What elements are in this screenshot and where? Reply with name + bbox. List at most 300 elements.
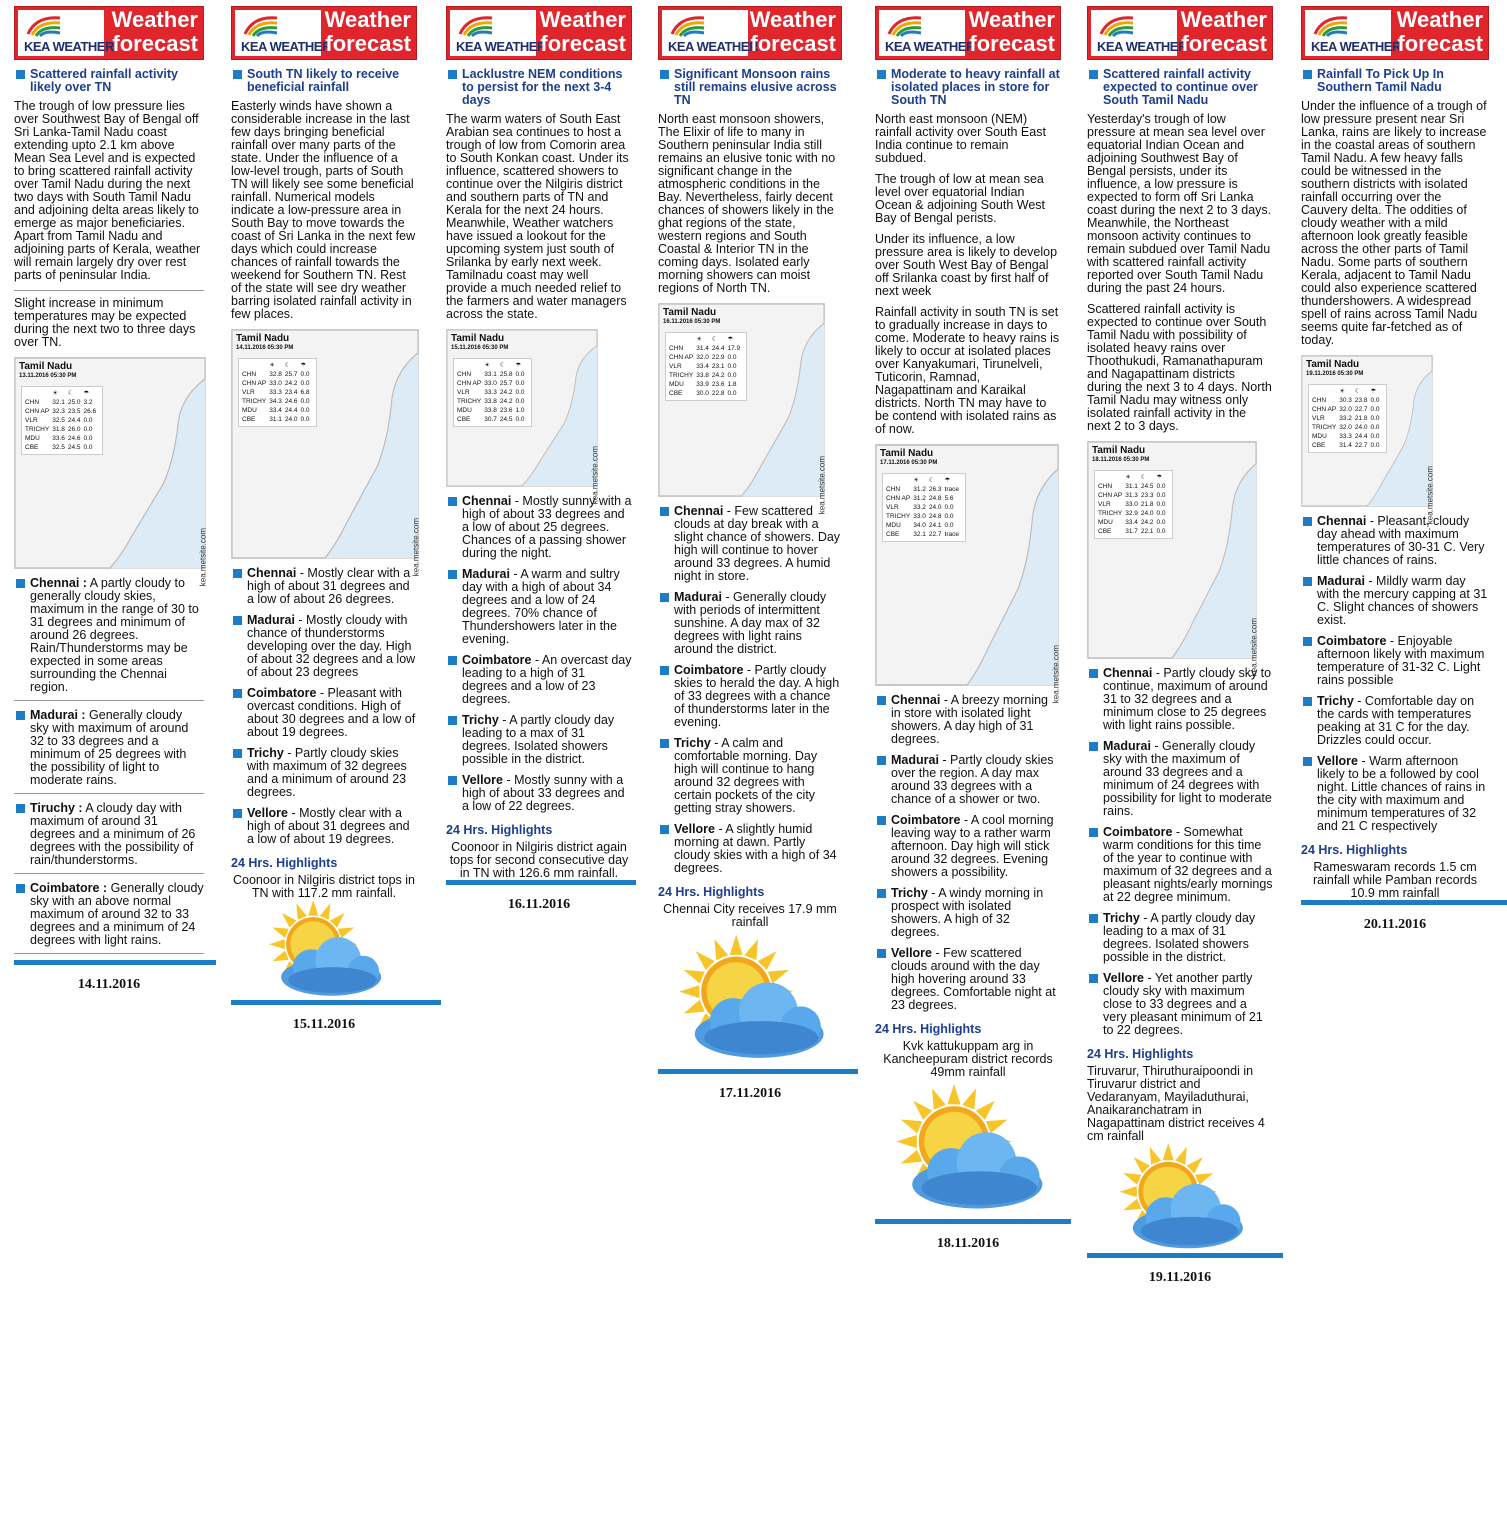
headline: South TN likely to receive beneficial rainfall — [231, 68, 417, 94]
blank-cell — [669, 335, 696, 344]
divider — [14, 290, 204, 291]
obs-row — [669, 362, 743, 371]
rainbow-logo-icon — [887, 14, 923, 36]
obs-value: 31.8 — [52, 426, 65, 433]
obs-row — [457, 388, 528, 397]
obs-value: 0.0 — [83, 435, 93, 442]
obs-row — [1312, 441, 1383, 450]
brand-name: KEA WEATHER — [1097, 39, 1187, 54]
city-name: Coimbatore : — [30, 881, 108, 895]
obs-value: 0.0 — [300, 416, 310, 423]
map-credit: kea.metsite.com — [1051, 645, 1060, 704]
obs-value: 24.0 — [1354, 424, 1368, 431]
kea-weather-logo — [879, 10, 975, 56]
city-forecast — [1087, 740, 1273, 818]
city-name: Madurai — [1317, 574, 1365, 588]
banner-title-forecast: forecast — [325, 31, 411, 56]
date-bar — [14, 960, 216, 965]
sun-behind-cloud-icon — [658, 929, 842, 1069]
brand-name: KEA WEATHER — [456, 39, 546, 54]
obs-table — [886, 476, 962, 539]
obs-value: 33.3 — [1339, 433, 1352, 440]
obs-row — [1098, 509, 1169, 518]
obs-row — [886, 512, 962, 521]
obs-value: 32.5 — [52, 444, 65, 451]
city-name: Chennai — [674, 504, 724, 518]
station-code: VLR — [886, 504, 899, 511]
city-text: - A partly cloudy day leading to a max of 31 degrees. Isolated showers possible in the district. — [1103, 911, 1256, 964]
station-code: CBE — [886, 531, 900, 538]
brand-name: KEA WEATHER — [885, 39, 975, 54]
highlights-text: Coonoor in Nilgiris district tops in TN with 117.2 mm rainfall. — [232, 873, 415, 900]
obs-value: 33.4 — [1125, 519, 1138, 526]
obs-value: 0.0 — [515, 380, 525, 387]
city-forecast — [1301, 575, 1489, 627]
city-text: - A warm and sultry day with a high of about 34 degrees and a low of 24 degrees. 70% chance of Thundershowers later in the evening. — [462, 567, 620, 646]
city-forecast — [14, 882, 204, 947]
obs-table — [242, 361, 313, 424]
sun-cloud-icon — [875, 1079, 1061, 1219]
obs-value: 0.0 — [300, 371, 310, 378]
station-code: MDU — [886, 522, 901, 529]
obs-value: trace — [944, 531, 959, 538]
banner-title-weather: Weather — [1396, 7, 1483, 32]
obs-value: 30.0 — [696, 390, 709, 397]
station-code: MDU — [457, 407, 472, 414]
body-paragraph: Easterly winds have shown a considerable increase in the last few days bringing beneficial rainfall over many parts of the state. Under the influence of a low-level trough, parts of South TN will likely see some beneficial rainfall. Numerical models indicate a low-pressure area in South Bay to move towards the coast of Sri Lanka in the next few days which could increase chances of rainfall towards the weekend for Southern TN. Rest of the state will see dry weather barring isolated rainfall activity in few places. — [231, 99, 416, 321]
city-text: - Generally cloudy with periods of intermittent sunshine. A day max of 32 degrees with light rains around the district. — [674, 590, 827, 656]
obs-value: 23.4 — [284, 389, 298, 396]
date-bar — [875, 1219, 1071, 1224]
banner-title-forecast: forecast — [750, 31, 836, 56]
station-code: MDU — [1312, 433, 1327, 440]
city-text: - A partly cloudy day leading to a max of 31 degrees. Isolated showers possible in the district. — [462, 713, 615, 766]
city-name: Chennai — [462, 494, 512, 508]
city-forecast — [1301, 635, 1489, 687]
city-text: - A calm and comfortable morning. Day high will continue to hang around 32 degrees with certain pockets of the city getting stray showers. — [674, 736, 818, 815]
body-paragraph: Yesterday's trough of low pressure at mean sea level over equatorial Indian Ocean and adjoining Southwest Bay of Bengal persists, under its influence, a low pressure is expected to form off Sri Lanka coast during the next 2 to 3 days. Meanwhile, the Northeast monsoon activity continues to remain subdued over Tamil Nadu with scattered rainfall activity reported over South Tamil Nadu during the past 24 hours. — [1087, 112, 1272, 295]
obs-row — [457, 397, 528, 406]
obs-value: 0.0 — [727, 372, 737, 379]
obs-value: 22.7 — [928, 531, 942, 538]
sun-cloud-icon — [1087, 1143, 1273, 1253]
kea-weather-logo — [1091, 10, 1187, 56]
obs-value: 32.9 — [1125, 510, 1138, 517]
obs-value: 22.1 — [1140, 528, 1154, 535]
obs-value: 0.0 — [1370, 424, 1380, 431]
obs-value: 22.9 — [711, 354, 725, 361]
city-text: - Few scattered clouds at day break with a slight chance of showers. Day high will continue to hover around 33 degrees. A humid night in store. — [674, 504, 841, 583]
city-text: - Partly cloudy skies to herald the day. A high of 33 degrees with a chance of thunderstorms later in the evening. — [674, 663, 840, 729]
obs-value: 33.4 — [696, 363, 709, 370]
obs-value: 24.5 — [67, 444, 81, 451]
obs-value: 33.8 — [696, 372, 709, 379]
city-forecast — [658, 737, 842, 815]
moon-icon: ☾ — [1140, 474, 1147, 481]
sun-icon: ☀ — [913, 477, 920, 484]
forecast-column — [446, 6, 632, 913]
obs-value: 0.0 — [727, 354, 737, 361]
map-credit: kea.metsite.com — [817, 456, 826, 515]
station-code: CHN AP — [1312, 406, 1337, 413]
date-bar — [1087, 1253, 1283, 1258]
obs-value: 24.4 — [1354, 433, 1368, 440]
obs-value: 24.2 — [499, 398, 513, 405]
city-name: Trichy — [462, 713, 499, 727]
city-text: - Enjoyable afternoon likely with maximum temperature of 31-32 C. Light rains possible — [1317, 634, 1485, 687]
obs-row — [886, 485, 962, 494]
rain-icon: ☂ — [515, 362, 522, 369]
kea-weather-logo — [1305, 10, 1401, 56]
city-text: - Partly cloudy skies over the region. A day max around 33 degrees with a chance of a shower or two. — [891, 753, 1054, 806]
station-code: TRICHY — [25, 426, 50, 433]
city-name: Trichy — [247, 746, 284, 760]
rain-icon: ☂ — [944, 477, 951, 484]
banner-title-weather: Weather — [324, 7, 411, 32]
station-code: TRICHY — [1312, 424, 1337, 431]
obs-row — [25, 407, 99, 416]
obs-value: 32.1 — [52, 399, 65, 406]
obs-value: 31.2 — [913, 495, 926, 502]
obs-value: 23.6 — [499, 407, 513, 414]
brand-banner — [1087, 6, 1273, 60]
moon-icon: ☾ — [928, 477, 935, 484]
obs-value: 33.8 — [484, 407, 497, 414]
obs-value: 31.4 — [696, 345, 709, 352]
obs-value: 1.0 — [515, 407, 525, 414]
obs-value: 30.7 — [484, 416, 497, 423]
obs-value: 31.1 — [269, 416, 282, 423]
obs-value: 33.1 — [484, 371, 497, 378]
highlights-text: Kvk kattukuppam arg in Kancheepuram district records 49mm rainfall — [883, 1039, 1053, 1079]
station-code: TRICHY — [457, 398, 482, 405]
obs-header-row — [242, 361, 313, 370]
issue-date: 20.11.2016 — [1363, 917, 1427, 932]
obs-value: 34.3 — [269, 398, 282, 405]
headline: Moderate to heavy rainfall at isolated places in store for South TN — [875, 68, 1061, 107]
station-code: CHN — [886, 486, 901, 493]
city-text: - An overcast day leading to a high of 31 degrees and a low of 23 degrees. — [462, 653, 632, 706]
map-timestamp: 17.11.2016 05:30 PM — [880, 460, 938, 466]
map-title: Tamil Nadu — [1092, 445, 1146, 456]
forecast-column — [1087, 6, 1273, 1286]
obs-row — [1312, 405, 1383, 414]
banner-title-forecast: forecast — [1181, 31, 1267, 56]
brand-name: KEA WEATHER — [668, 39, 758, 54]
station-code: CBE — [1098, 528, 1112, 535]
banner-title-weather: Weather — [539, 7, 626, 32]
city-text: - Warm afternoon likely to be a followed by cool night. Little chances of rains in the city with maximum and minimum temperatures of 32 and 21 C respectively — [1317, 754, 1486, 833]
date-bar — [658, 1069, 858, 1074]
forecast-column — [14, 6, 207, 993]
city-text: Generally cloudy sky with an above normal maximum of around 32 to 33 degrees and a minimum of 24 degrees with light rains. — [30, 881, 204, 947]
banner-title-weather: Weather — [1180, 7, 1267, 32]
obs-value: 0.0 — [1370, 415, 1380, 422]
body-paragraph: Under the influence of a trough of low pressure present near Sri Lanka, rains are likely to increase in the coastal areas of southern Tamil Nadu. A few heavy falls could be witnessed in the southern districts with isolated rainfall occurring over the Cauvery delta. The oddities of cloudy weather with a mild afternoon look greatly feasible across the other parts of Tamil Nadu. Some parts of southern Kerala, adjacent to Tamil Nadu could also experience scattered thundershowers. A widespread spell of rains across Tamil Nadu seems quite far-fetched as of today. — [1301, 99, 1487, 347]
obs-row — [242, 379, 313, 388]
city-forecast — [231, 614, 417, 679]
city-name: Trichy — [1317, 694, 1354, 708]
sun-icon: ☀ — [484, 362, 491, 369]
obs-value: 31.4 — [1339, 442, 1352, 449]
obs-value: 0.0 — [515, 371, 525, 378]
blank-cell — [457, 361, 484, 370]
city-name: Madurai — [247, 613, 295, 627]
obs-value: 0.0 — [944, 522, 954, 529]
obs-value: 0.0 — [1370, 397, 1380, 404]
headline: Scattered rainfall activity likely over TN — [14, 68, 204, 94]
obs-value: 24.2 — [1140, 519, 1154, 526]
obs-value: 0.0 — [300, 407, 310, 414]
body-paragraph: North east monsoon showers, The Elixir of life to many in Southern peninsular India still remains an elusive tonic with no significant change in the atmospheric conditions in the Bay. Nevertheless, fairly decent chances of showers likely in the ghat regions of the state, western regions and South Coastal & Interior TN in the coming days. Isolated early morning showers can moist regions of North TN. — [658, 112, 836, 295]
kea-weather-logo — [450, 10, 546, 56]
obs-header-row — [1098, 473, 1169, 482]
station-code: CHN — [669, 345, 684, 352]
city-forecast — [14, 709, 204, 787]
highlights-label: 24 Hrs. Highlights — [875, 1022, 982, 1036]
moon-icon: ☾ — [499, 362, 506, 369]
obs-row — [242, 397, 313, 406]
highlights-text: Chennai City receives 17.9 mm rainfall — [663, 902, 837, 929]
obs-value: 0.0 — [1156, 501, 1166, 508]
obs-row — [1098, 491, 1169, 500]
station-code: CBE — [457, 416, 471, 423]
obs-value: 26.6 — [83, 408, 97, 415]
station-code: CHN AP — [886, 495, 911, 502]
station-code: MDU — [25, 435, 40, 442]
date-bar — [1301, 900, 1507, 905]
obs-value: 32.0 — [1339, 424, 1352, 431]
station-code: MDU — [669, 381, 684, 388]
issue-date: 19.11.2016 — [1148, 1270, 1212, 1285]
city-forecast — [875, 694, 1061, 746]
map-timestamp: 19.11.2016 05:30 PM — [1306, 371, 1364, 377]
city-forecast — [1301, 515, 1489, 567]
obs-value: 24.8 — [928, 513, 942, 520]
city-name: Vellore — [674, 822, 715, 836]
obs-value: 24.2 — [284, 380, 298, 387]
map-title: Tamil Nadu — [451, 333, 505, 344]
obs-table — [457, 361, 528, 424]
city-forecast — [14, 802, 204, 867]
kea-weather-logo — [662, 10, 758, 56]
city-name: Trichy — [674, 736, 711, 750]
obs-value: 21.8 — [1354, 415, 1368, 422]
obs-value: 23.3 — [1140, 492, 1154, 499]
obs-value: 0.0 — [1156, 519, 1166, 526]
city-forecast — [446, 568, 632, 646]
obs-value: 33.6 — [52, 435, 65, 442]
city-forecast — [446, 714, 632, 766]
sun-icon: ☀ — [269, 362, 276, 369]
forecast-column — [658, 6, 842, 1102]
station-code: CHN AP — [1098, 492, 1123, 499]
station-code: CHN — [1312, 397, 1327, 404]
obs-row — [1312, 432, 1383, 441]
obs-value: trace — [944, 486, 959, 493]
forecast-column — [1301, 6, 1489, 933]
city-text: - Partly cloudy skies with maximum of 32 degrees and a minimum of around 23 degrees. — [247, 746, 407, 799]
obs-value: 0.0 — [300, 398, 310, 405]
map-title: Tamil Nadu — [236, 333, 290, 344]
obs-value: 24.4 — [284, 407, 298, 414]
obs-value: 1.8 — [727, 381, 737, 388]
divider — [14, 700, 204, 701]
brand-name: KEA WEATHER — [24, 39, 114, 54]
blank-cell — [1098, 473, 1125, 482]
map-title: Tamil Nadu — [663, 307, 717, 318]
observation-table — [453, 358, 532, 427]
city-name: Trichy — [1103, 911, 1140, 925]
obs-value: 0.0 — [1370, 433, 1380, 440]
obs-row — [669, 371, 743, 380]
city-forecast — [1301, 755, 1489, 833]
city-text: - Few scattered clouds around with the day high hovering around 33 degrees. Comfortable night at 23 degrees. — [891, 946, 1056, 1012]
brand-banner — [231, 6, 417, 60]
blank-cell — [25, 389, 52, 398]
observation-table — [238, 358, 317, 427]
blank-cell — [1312, 387, 1339, 396]
obs-value: 33.0 — [269, 380, 282, 387]
city-text: A cloudy day with maximum of around 31 degrees and a minimum of 26 degrees with the possibility of rain/thunderstorms. — [30, 801, 196, 867]
rain-icon: ☂ — [727, 336, 734, 343]
obs-row — [25, 425, 99, 434]
sun-behind-cloud-icon — [875, 1079, 1061, 1219]
city-text: - Somewhat warm conditions for this time of the year to continue with maximum of 32 degrees and a pleasant nights/early mornings at 22 degree minimum. — [1103, 825, 1273, 904]
obs-row — [886, 503, 962, 512]
city-name: Coimbatore — [1103, 825, 1173, 839]
city-forecast — [231, 687, 417, 739]
obs-value: 0.0 — [1156, 483, 1166, 490]
obs-value: 0.0 — [944, 513, 954, 520]
city-text: - A windy morning in prospect with isolated showers. A high of 32 degrees. — [891, 886, 1044, 939]
map-credit: kea.metsite.com — [411, 518, 420, 577]
obs-value: 0.0 — [944, 504, 954, 511]
city-text: A partly cloudy to generally cloudy skies, maximum in the range of 30 to 31 degrees and minimum of around 26 degrees. Rain/Thunderstorms may be expected in some areas surrounding the Chennai region. — [30, 576, 199, 694]
rain-icon: ☂ — [83, 390, 90, 397]
obs-row — [1312, 423, 1383, 432]
rainbow-logo-icon — [26, 14, 62, 36]
station-code: CBE — [669, 390, 683, 397]
body-paragraph: Under its influence, a low pressure area is likely to develop over South West Bay of Bengal off Srilanka coast by first half of next week — [875, 232, 1058, 298]
city-name: Vellore — [891, 946, 932, 960]
issue-date: 16.11.2016 — [507, 897, 571, 912]
station-code: TRICHY — [669, 372, 694, 379]
obs-row — [1098, 527, 1169, 536]
station-code: VLR — [25, 417, 38, 424]
city-forecast — [1087, 912, 1273, 964]
blank-cell — [242, 361, 269, 370]
obs-value: 25.0 — [67, 399, 81, 406]
city-name: Tiruchy : — [30, 801, 83, 815]
obs-row — [25, 434, 99, 443]
obs-value: 34.0 — [913, 522, 926, 529]
body-paragraph: The trough of low pressure lies over Southwest Bay of Bengal off Sri Lanka-Tamil Nadu coast extending upto 2.1 km above Mean Sea Level and is expected to bring scattered rainfall activity over Tamil Nadu during the next two days with South Tamil Nadu and adjoining delta areas likely to emerge as major beneficiaries. Apart from Tamil Nadu and adjoining parts of Kerala, weather will remain largely dry over rest parts of peninsular India. — [14, 99, 201, 282]
obs-value: 31.3 — [1125, 492, 1138, 499]
obs-value: 0.0 — [1156, 510, 1166, 517]
forecast-column — [231, 6, 420, 1033]
obs-row — [669, 389, 743, 398]
issue-date: 14.11.2016 — [77, 977, 141, 992]
city-text: - A cool morning leaving way to a rather warm afternoon. Day high will stick around 32 degrees. Evening showers a possibility. — [891, 813, 1054, 879]
divider — [14, 953, 204, 954]
body-paragraph: The warm waters of South East Arabian sea continues to host a trough of low from Comorin area to South Konkan coast. Under its influence, scattered showers to continue over the Nilgiris district and southern parts of TN and Kerala for the next 24 hours. Meanwhile, Weather watchers have issued a lookout for the upcoming system just south of Srilanka by early next week. Tamilnadu coast may well provide a much needed relief to the farmers and water managers across the state. — [446, 112, 629, 321]
city-forecast — [231, 567, 417, 606]
banner-title-weather: Weather — [111, 7, 198, 32]
city-text: - A breezy morning in store with isolated light showers. A day high of 31 degrees. — [891, 693, 1049, 746]
moon-icon: ☾ — [1354, 388, 1361, 395]
obs-value: 0.0 — [727, 390, 737, 397]
city-name: Madurai — [1103, 739, 1151, 753]
obs-header-row — [886, 476, 962, 485]
city-forecast — [875, 814, 1061, 879]
rainbow-logo-icon — [1313, 14, 1349, 36]
banner-title-forecast: forecast — [540, 31, 626, 56]
obs-row — [25, 398, 99, 407]
obs-value: 32.5 — [52, 417, 65, 424]
city-forecast — [446, 654, 632, 706]
city-name: Chennai — [1103, 666, 1153, 680]
obs-value: 6.8 — [300, 389, 310, 396]
city-text: Generally cloudy sky with maximum of around 32 to 33 degrees and a minimum of 25 degrees with the possibility of light to moderate rains. — [30, 708, 189, 787]
obs-table — [1312, 387, 1383, 450]
sun-behind-cloud-icon — [1087, 1143, 1273, 1253]
obs-row — [886, 530, 962, 539]
station-code: CHN — [1098, 483, 1113, 490]
obs-value: 33.0 — [913, 513, 926, 520]
obs-value: 24.4 — [711, 345, 725, 352]
issue-date: 15.11.2016 — [292, 1017, 356, 1032]
brand-banner — [14, 6, 204, 60]
obs-value: 23.5 — [67, 408, 81, 415]
city-forecast — [875, 754, 1061, 806]
banner-title-weather: Weather — [749, 7, 836, 32]
obs-value: 32.3 — [52, 408, 65, 415]
obs-value: 0.0 — [1370, 406, 1380, 413]
sun-icon: ☀ — [696, 336, 703, 343]
obs-value: 32.0 — [1339, 406, 1352, 413]
city-name: Coimbatore — [1317, 634, 1387, 648]
obs-header-row — [457, 361, 528, 370]
map-credit: kea.metsite.com — [590, 446, 599, 505]
city-text: - Pleasant, cloudy day ahead with maximum temperatures of 30-31 C. Very little chances of rains. — [1317, 514, 1485, 567]
highlights-text: Rameswaram records 1.5 cm rainfall while Pamban records 10.9 mm rainfall — [1313, 860, 1477, 900]
obs-value: 26.0 — [67, 426, 81, 433]
obs-row — [669, 380, 743, 389]
headline: Significant Monsoon rains still remains elusive across TN — [658, 68, 842, 107]
station-code: MDU — [242, 407, 257, 414]
obs-value: 0.0 — [515, 389, 525, 396]
map-title: Tamil Nadu — [880, 448, 934, 459]
station-code: CHN AP — [669, 354, 694, 361]
obs-value: 0.0 — [515, 398, 525, 405]
city-name: Chennai — [891, 693, 941, 707]
obs-row — [1312, 414, 1383, 423]
city-text: - Comfortable day on the cards with temperatures peaking at 31 C for the day. Drizzles could occur. — [1317, 694, 1475, 747]
city-name: Coimbatore — [247, 686, 317, 700]
obs-value: 24.6 — [284, 398, 298, 405]
brand-banner — [446, 6, 632, 60]
city-forecast — [446, 774, 632, 813]
obs-row — [25, 443, 99, 452]
city-name: Chennai : — [30, 576, 87, 590]
obs-value: 25.7 — [284, 371, 298, 378]
banner-title-forecast: forecast — [969, 31, 1055, 56]
city-name: Madurai : — [30, 708, 86, 722]
brand-name: KEA WEATHER — [1311, 39, 1401, 54]
city-text: - Yet another partly cloudy sky with maximum close to 33 degrees and a very pleasant minimum of 21 to 22 degrees. — [1103, 971, 1263, 1037]
station-code: CHN — [25, 399, 40, 406]
